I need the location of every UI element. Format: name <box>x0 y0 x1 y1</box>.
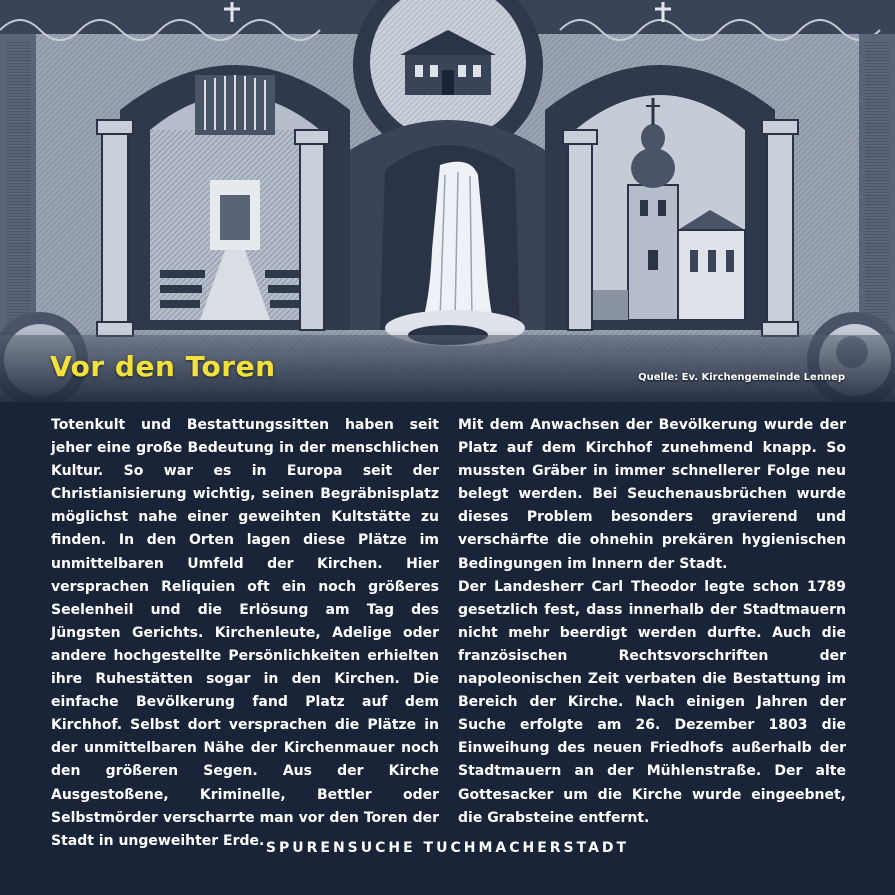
footer-label: SPURENSUCHE TUCHMACHERSTADT <box>265 840 630 856</box>
text-columns <box>51 414 846 853</box>
header-engraving-image <box>0 0 895 402</box>
right-paragraph-1: Mit dem Anwachsen der Bevölkerung wurde der Platz auf dem Kirchhof zunehmend knapp. So mussten Gräber in immer schnellerer Folge neu belegt werden. Bei Seuchenausbrüchen wurde dieses Problem besonders gravierend und verschärfte die ohnehin prekären hygienischen Bedingungen im Innern der Stadt. <box>458 417 846 572</box>
page-title: Vor den Toren <box>50 350 276 383</box>
right-column <box>458 414 846 853</box>
right-paragraph-2: Der Landesherr Carl Theodor legte schon 1789 gesetzlich fest, dass innerhalb der Stadtmauern nicht mehr beerdigt werden durfte. Auch die französischen Rechtsvorschriften der napoleonischen Zeit verbaten die Bestattung im Bereich der Kirche. Nach einigen Jahren der Suche erfolgte am 26. Dezember 1803 die Einweihung des neuen Friedhofs außerhalb der Stadtmauern an der Mühlenstraße. Der alte Gottesacker um die Kirche wurde eingeebnet, die Grabsteine entfernt. <box>458 578 846 826</box>
image-source-credit: Quelle: Ev. Kirchengemeinde Lennep <box>638 372 845 383</box>
left-column <box>51 414 439 853</box>
left-paragraph: Totenkult und Bestattungssitten haben seit jeher eine große Bedeutung in der menschlichen Kultur. So war es in Europa seit der Christianisierung wichtig, seinen Begräbnisplatz möglichst nahe einer geweihten Kultstätte zu finden. In den Orten lagen diese Plätze im unmittelbaren Umfeld der Kirchen. Hier versprachen Reliquien oft ein noch größeres Seelenheil und die Erlösung am Tag des Jüngsten Gerichts. Kirchenleute, Adelige oder andere hochgestellte Persönlichkeiten erhielten ihre Ruhestätten sogar in den Kirchen. Die einfache Bevölkerung fand Platz auf dem Kirchhof. Selbst dort versprachen die Plätze in der unmittelbaren Nähe der Kirchenmauer noch den größeren Segen. Aus der Kirche Ausgestoßene, Kriminelle, Bettler oder Selbstmörder verscharrte man vor den Toren der Stadt in ungeweihter Erde. <box>51 417 439 849</box>
